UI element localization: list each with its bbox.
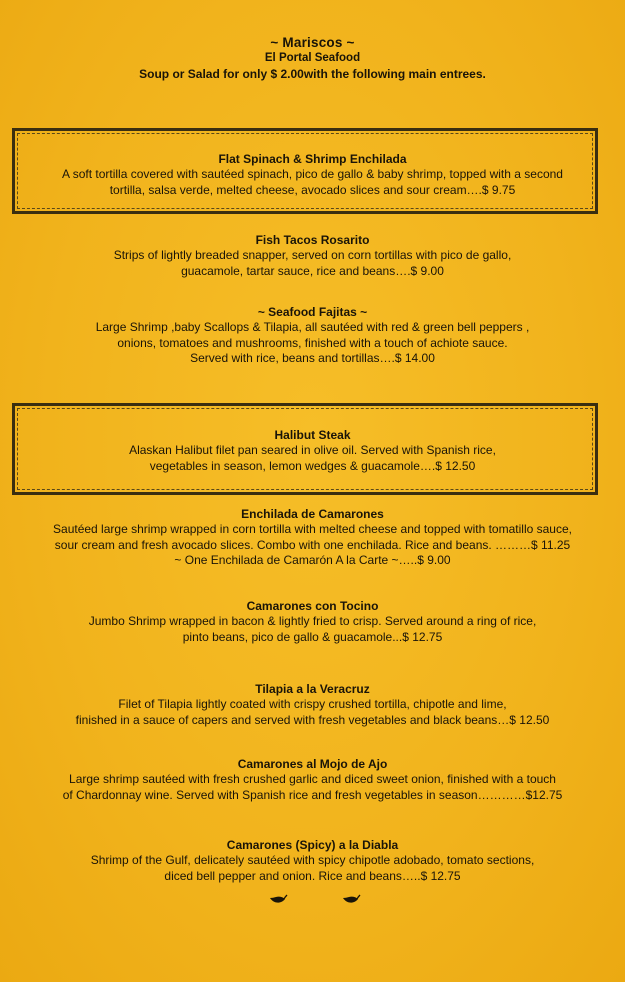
menu-item-name: ~ Seafood Fajitas ~ [257, 305, 368, 319]
menu-item-camarones-diabla [15, 838, 610, 884]
menu-item-description: A soft tortilla covered with sautéed spinach, pico de gallo & baby shrimp, topped with a second tortilla, salsa verde, melted cheese, avocado slices and sour cream….$ 9.75 [62, 167, 563, 197]
menu-section-title: ~ Mariscos ~ [270, 35, 355, 50]
menu-item-description: Strips of lightly breaded snapper, served on corn tortillas with pico de gallo, guacamole, tartar sauce, rice and beans….$ 9.00 [113, 248, 512, 278]
menu-item-description: Large Shrimp ,baby Scallops & Tilapia, all sautéed with red & green bell peppers , onions, tomatoes and mushrooms, finished with a touch of achiote sauce. Served with rice, beans and tortillas….$ 14.00 [95, 320, 530, 365]
menu-item-name: Camarones (Spicy) a la Diabla [226, 838, 399, 852]
menu-item-name: Fish Tacos Rosarito [255, 233, 370, 247]
menu-item-description: Filet of Tilapia lightly coated with crispy crushed tortilla, chipotle and lime, finished in a sauce of capers and served with fresh vegetables and black beans…$ 12.50 [75, 697, 550, 727]
menu-item-description: Alaskan Halibut filet pan seared in olive oil. Served with Spanish rice, vegetables in season, lemon wedges & guacamole….$ 12.50 [129, 443, 496, 473]
menu-item-name: Camarones al Mojo de Ajo [237, 757, 388, 771]
menu-item-tilapia-veracruz [15, 682, 610, 728]
menu-item-flat-spinach-shrimp-enchilada [15, 152, 610, 198]
menu-item-name: Enchilada de Camarones [241, 507, 384, 521]
chili-pepper-icon [341, 893, 361, 909]
menu-item-halibut-steak [15, 428, 610, 474]
menu-item-description: Jumbo Shrimp wrapped in bacon & lightly fried to crisp. Served around a ring of rice, pinto beans, pico de gallo & guacamole...$ 12.75 [88, 614, 537, 644]
menu-item-fish-tacos-rosarito [15, 233, 610, 279]
chili-pepper-icon [268, 893, 288, 909]
soup-salad-note: Soup or Salad for only $ 2.00with the following main entrees. [139, 67, 486, 81]
menu-item-name: Flat Spinach & Shrimp Enchilada [218, 152, 407, 166]
menu-item-camarones-mojo-de-ajo [15, 757, 610, 803]
menu-item-seafood-fajitas [15, 305, 610, 367]
menu-item-name: Halibut Steak [274, 428, 351, 442]
menu-item-camarones-con-tocino [15, 599, 610, 645]
menu-item-name: Tilapia a la Veracruz [255, 682, 370, 696]
menu-item-description: Shrimp of the Gulf, delicately sautéed with spicy chipotle adobado, tomato sections, diced bell pepper and onion. Rice and beans…..$ 12.75 [90, 853, 535, 883]
menu-item-name: Camarones con Tocino [246, 599, 379, 613]
menu-item-description: Large shrimp sautéed with fresh crushed garlic and diced sweet onion, finished with a touch of Chardonnay wine. Served with Spanish rice and fresh vegetables in season…………$12.75 [62, 772, 563, 802]
menu-section-subtitle: El Portal Seafood [264, 52, 361, 64]
menu-item-enchilada-de-camarones [15, 507, 610, 569]
menu-item-description: Sautéed large shrimp wrapped in corn tortilla with melted cheese and topped with tomatillo sauce, sour cream and fresh avocado slices. Combo with one enchilada. Rice and beans. ………$ 11.25 ~ One Enchilada de Camarón A la Carte ~…..$ 9.00 [53, 522, 572, 567]
